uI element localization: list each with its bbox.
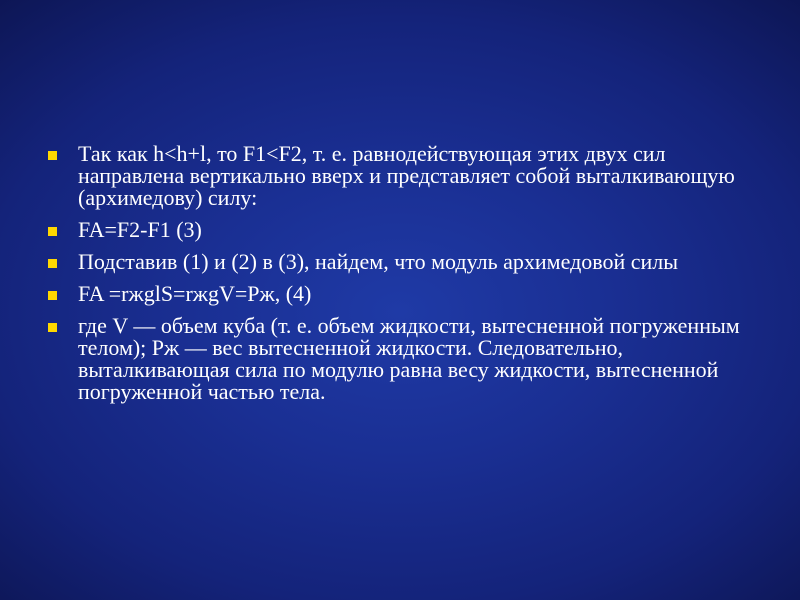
slide-content xyxy=(48,143,748,413)
square-bullet-icon xyxy=(48,259,57,268)
bullet-text: Так как h<h+l, то F1<F2, т. е. равнодействующая этих двух сил направлена вертикально вверх и представляет собой выталкивающую (архимедову) силу: xyxy=(78,141,735,210)
bullet-item-3 xyxy=(48,251,748,273)
square-bullet-icon xyxy=(48,227,57,236)
bullet-list xyxy=(48,143,748,403)
bullet-text: FA =rжglS=rжgV=Pж, (4) xyxy=(78,281,312,306)
bullet-text: Подставив (1) и (2) в (3), найдем, что модуль архимедовой силы xyxy=(78,249,679,274)
bullet-text: где V — объем куба (т. е. объем жидкости, вытесненной погруженным телом); Pж — вес вытесненной жидкости. Следовательно, выталкивающая сила по модулю равна весу жидкости, вытесненной погруженной частью тела. xyxy=(78,313,740,404)
square-bullet-icon xyxy=(48,323,57,332)
bullet-item-1 xyxy=(48,143,748,209)
bullet-text: FA=F2-F1 (3) xyxy=(78,217,202,242)
square-bullet-icon xyxy=(48,291,57,300)
square-bullet-icon xyxy=(48,151,57,160)
bullet-item-4 xyxy=(48,283,748,305)
bullet-item-2 xyxy=(48,219,748,241)
bullet-item-5 xyxy=(48,315,748,403)
